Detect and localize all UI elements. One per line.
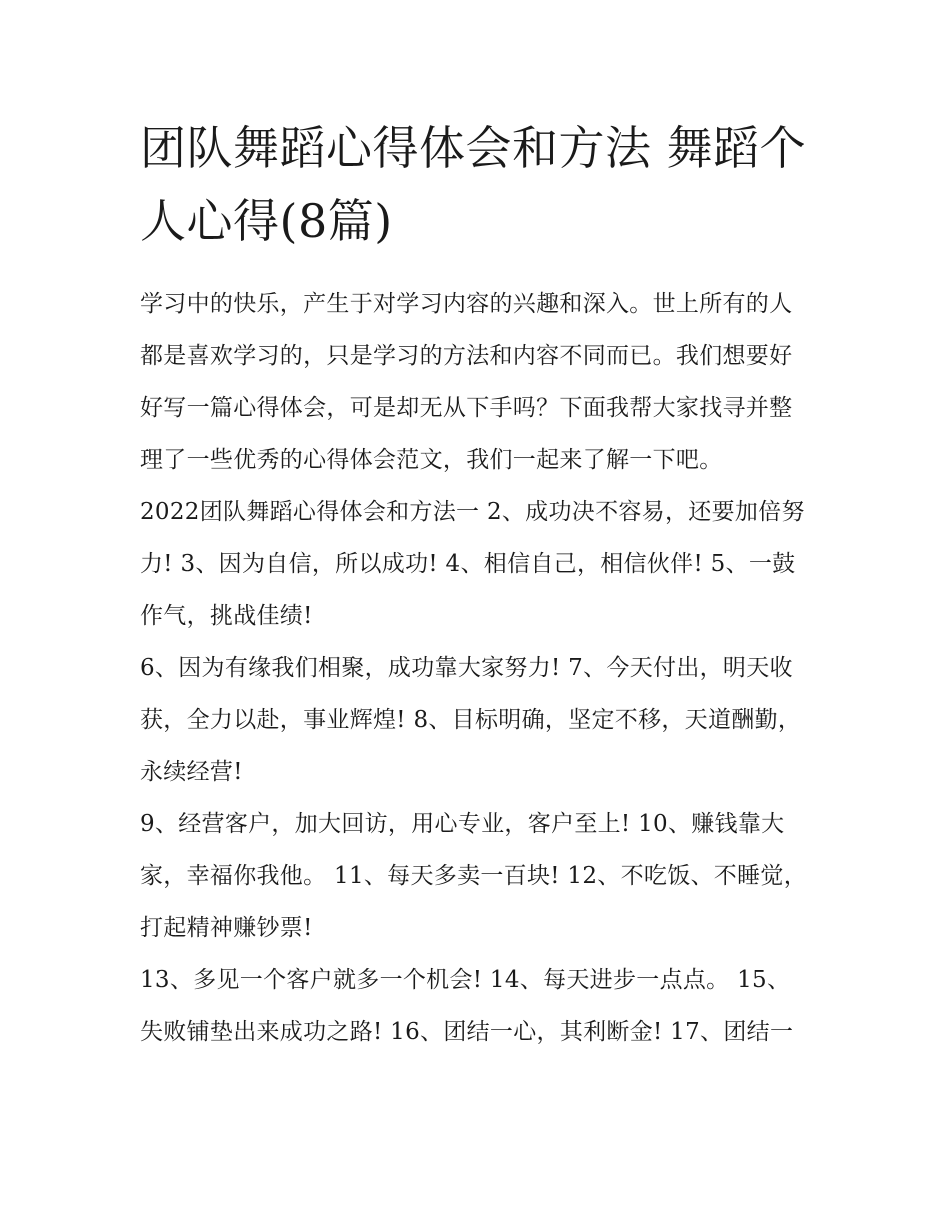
- paragraph-intro: 学习中的快乐，产生于对学习内容的兴趣和深入。世上所有的人都是喜欢学习的，只是学习的方法和内容不同而已。我们想要好好写一篇心得体会，可是却无从下手吗？下面我帮大家找寻并整理了一些优秀的心得体会范文，我们一起来了解一下吧。: [140, 291, 793, 473]
- document-title: 团队舞蹈心得体会和方法 舞蹈个人心得(8篇): [140, 121, 807, 248]
- paragraph-slogans-6-8: 6、因为有缘我们相聚，成功靠大家努力! 7、今天付出，明天收获，全力以赴，事业辉煌! 8、目标明确，坚定不移，天道酬勤，永续经营!: [140, 655, 802, 785]
- paragraph-slogans-9-12: 9、经营客户，加大回访，用心专业，客户至上! 10、赚钱靠大家，幸福你我他。 11、每天多卖一百块! 12、不吃饭、不睡觉，打起精神赚钞票!: [140, 811, 807, 941]
- paragraph-slogans-13-17: 13、多见一个客户就多一个机会! 14、每天进步一点点。 15、失败铺垫出来成功之路! 16、团结一心，其利断金! 17、团结一: [140, 967, 794, 1045]
- document-page: [140, 112, 812, 1058]
- paragraph-method-one: 2022团队舞蹈心得体会和方法一 2、成功决不容易，还要加倍努力! 3、因为自信，所以成功! 4、相信自己，相信伙伴! 5、一鼓作气，挑战佳绩!: [140, 499, 805, 629]
